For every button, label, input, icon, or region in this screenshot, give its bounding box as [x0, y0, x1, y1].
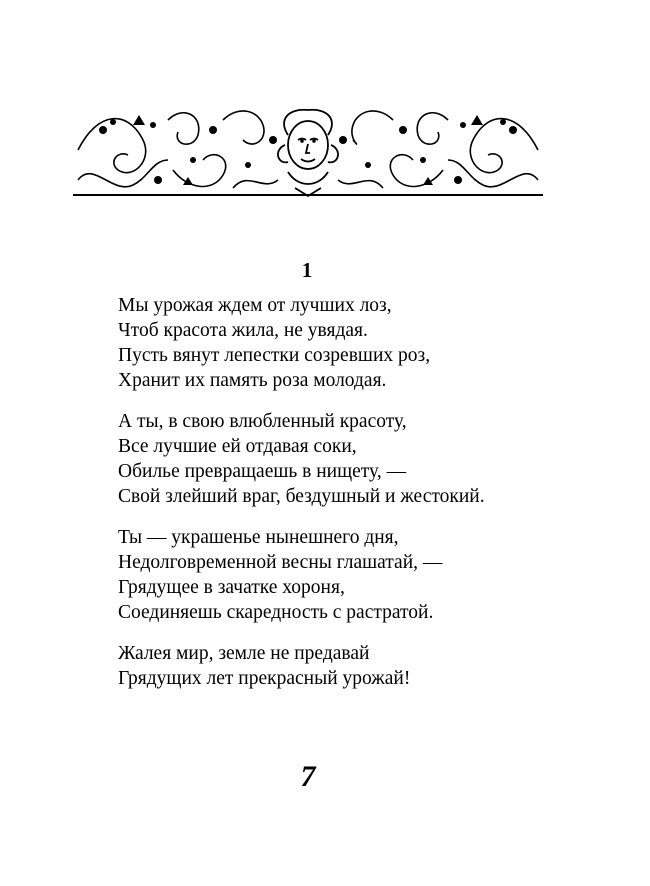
poem-line: Недолговременной весны глашатай, —	[118, 552, 443, 573]
stanza	[118, 641, 618, 691]
stanza	[118, 525, 618, 625]
ornament-headpiece-icon	[73, 100, 543, 200]
poem-line: А ты, в свою влюбленный красоту,	[118, 411, 407, 432]
poem-line: Все лучшие ей отдавая соки,	[118, 436, 357, 457]
poem-line: Ты — украшенье нынешнего дня,	[118, 527, 399, 548]
page-number: 7	[300, 760, 316, 793]
poem-line: Грядущих лет прекрасный урожай!	[118, 668, 411, 689]
poem-line: Соединяешь скаредность с растратой.	[118, 602, 434, 623]
stanza	[118, 293, 618, 393]
stanza	[118, 409, 618, 509]
poem-body	[118, 293, 618, 707]
poem-line: Жалея мир, земле не предавай	[118, 643, 370, 664]
poem-line: Мы урожая ждем от лучших лоз,	[118, 295, 392, 316]
poem-line: Обилье превращаешь в нищету, —	[118, 461, 407, 482]
poem-line: Грядущее в зачатке хороня,	[118, 577, 345, 598]
poem-line: Хранит их память роза молодая.	[118, 370, 387, 391]
poem-line: Чтоб красота жила, не увядая.	[118, 320, 368, 341]
sonnet-number: 1	[301, 258, 313, 282]
poem-line: Пусть вянут лепестки созревших роз,	[118, 345, 431, 366]
poem-line: Свой злейший враг, бездушный и жестокий.	[118, 486, 485, 507]
